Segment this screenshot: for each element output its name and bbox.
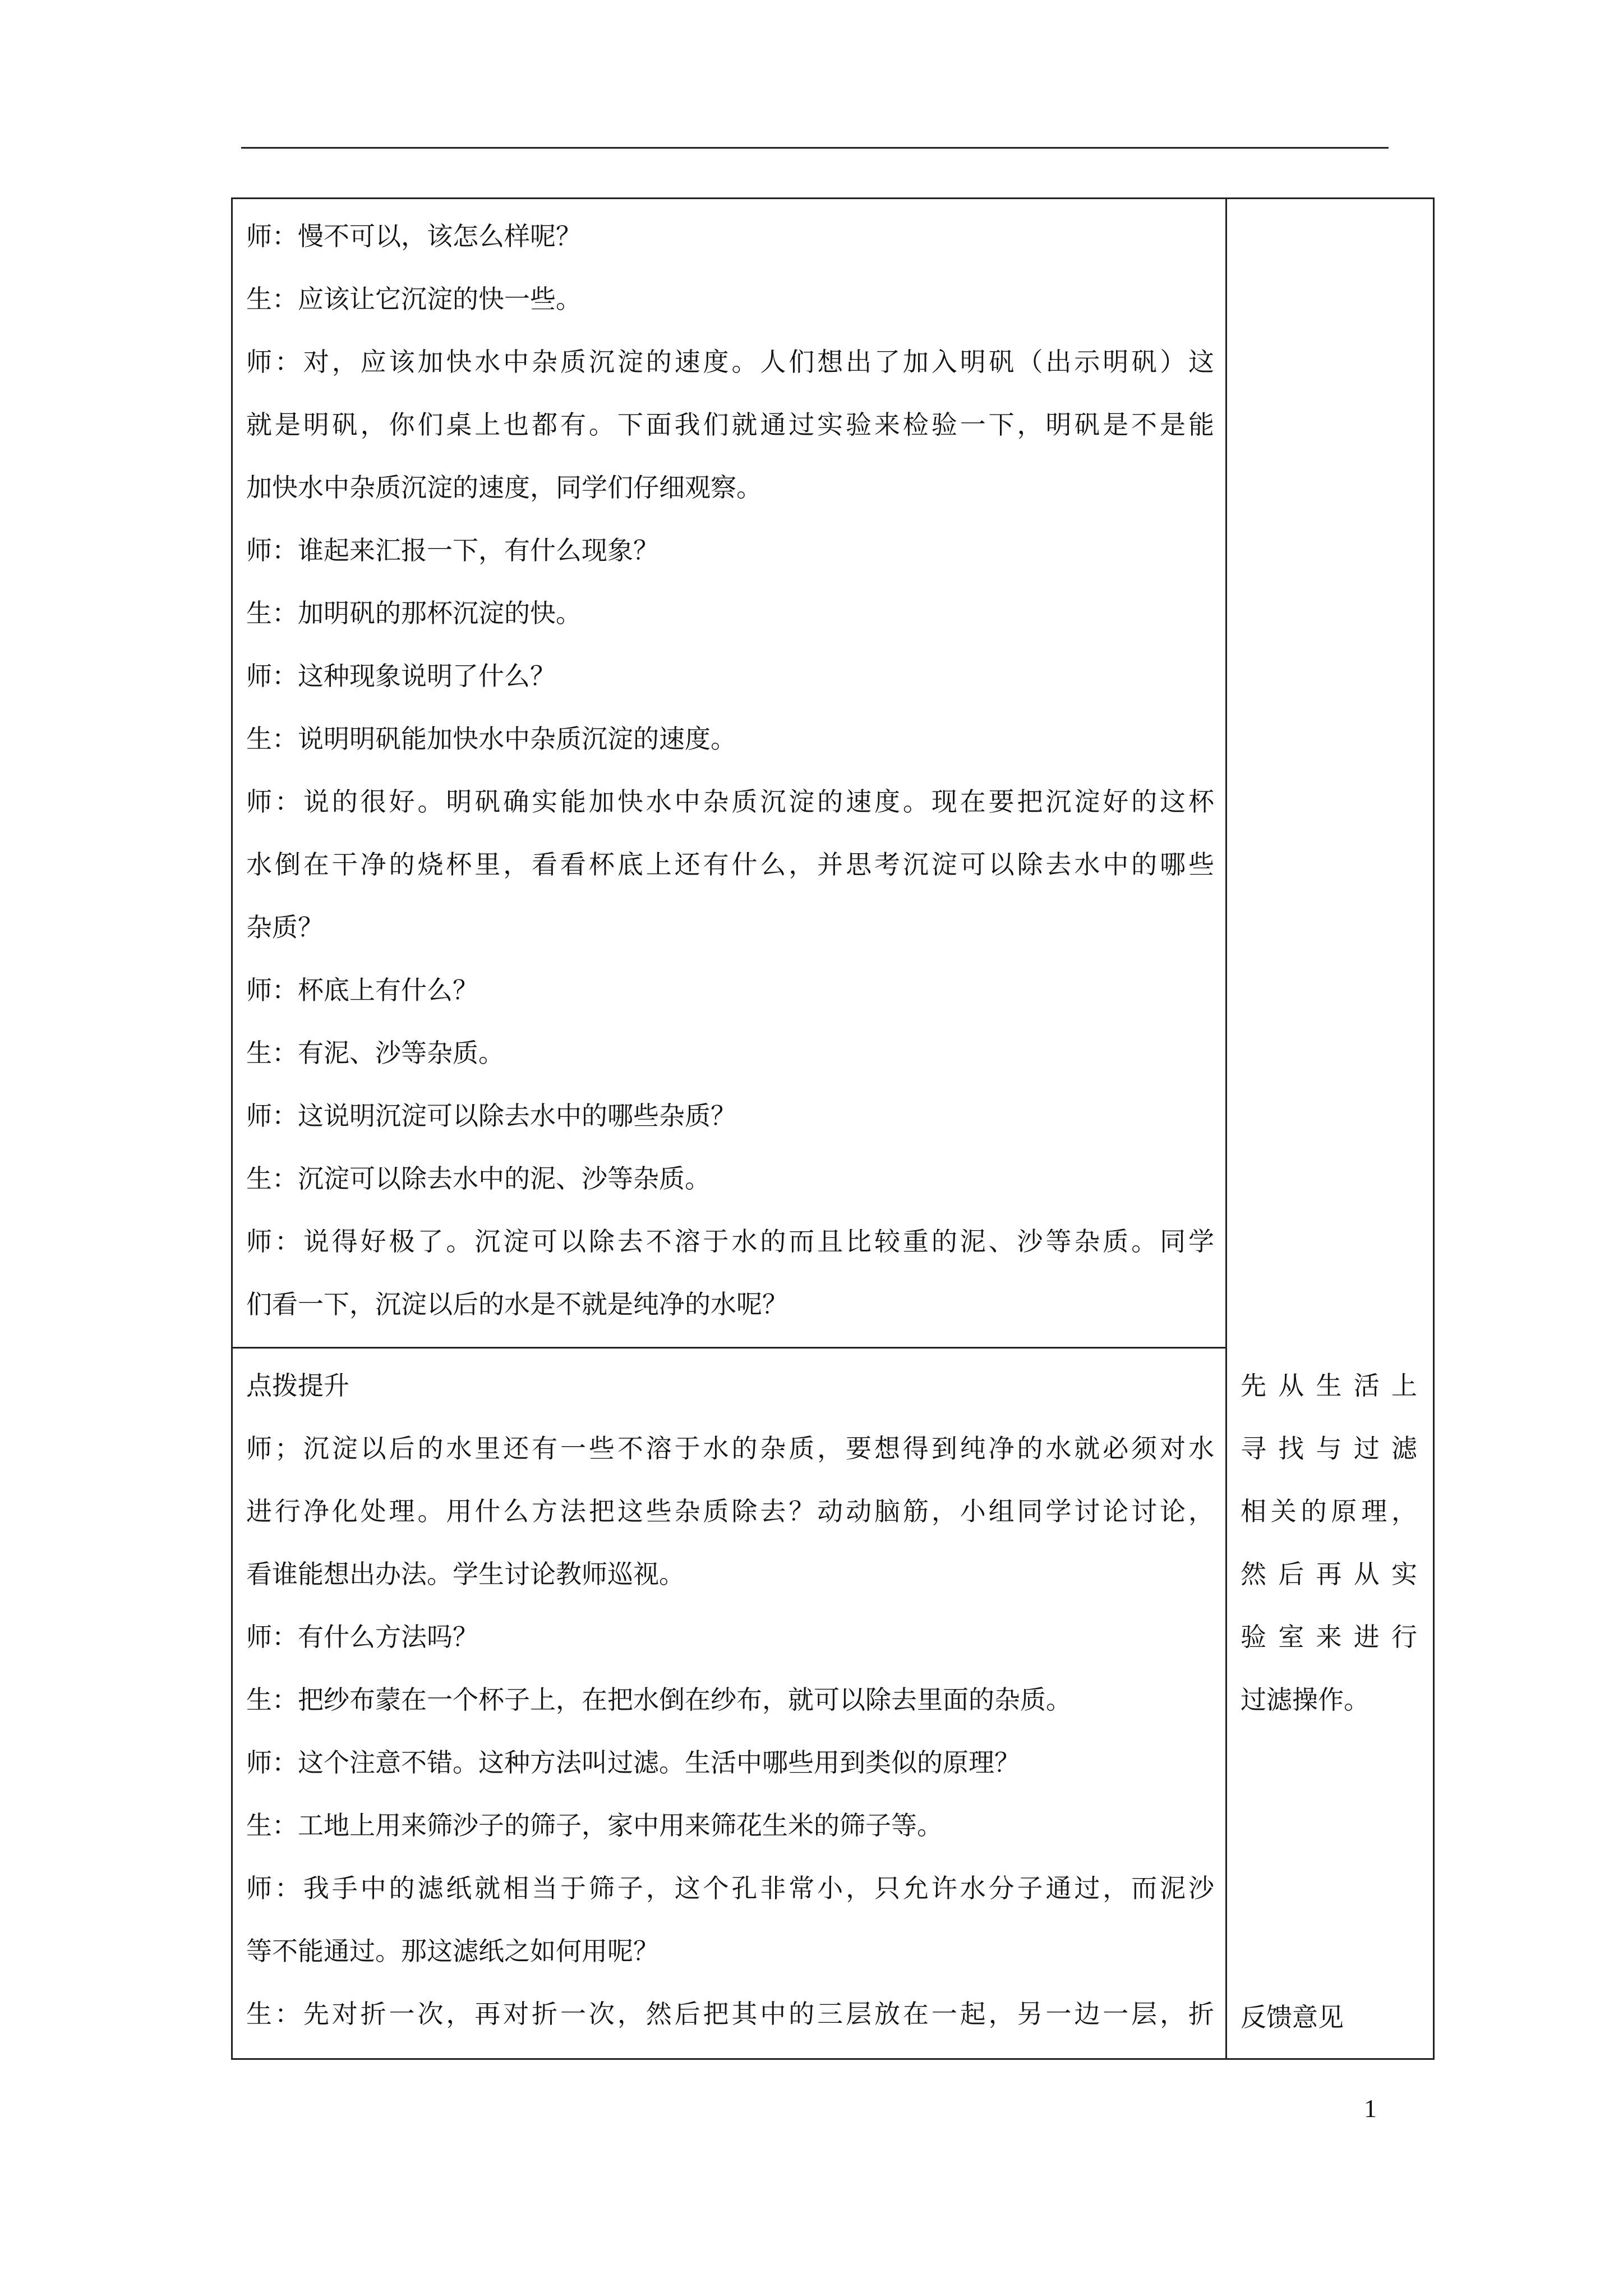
- dialogue-line: 生：沉淀可以除去水中的泥、沙等杂质。: [246, 1163, 711, 1194]
- dialogue-line: 进行净化处理。用什么方法把这些杂质除去？动动脑筋，小组同学讨论讨论，: [246, 1496, 1214, 1526]
- dialogue-line: 生：先对折一次，再对折一次，然后把其中的三层放在一起，另一边一层，折: [246, 1999, 1214, 2029]
- dialogue-line: 师：说的很好。明矾确实能加快水中杂质沉淀的速度。现在要把沉淀好的这杯: [246, 786, 1214, 817]
- dialogue-cell-bottom: [233, 1349, 1225, 2058]
- section-heading: 点拨提升: [246, 1370, 349, 1401]
- dialogue-line: 师：这说明沉淀可以除去水中的哪些杂质？: [246, 1101, 736, 1131]
- header-rule: [241, 147, 1389, 149]
- dialogue-line: 杂质？: [246, 912, 324, 942]
- page-number: 1: [1364, 2094, 1377, 2123]
- dialogue-line: 生：加明矾的那杯沉淀的快。: [246, 598, 582, 628]
- dialogue-line: 生：把纱布蒙在一个杯子上，在把水倒在纱布，就可以除去里面的杂质。: [246, 1685, 1072, 1715]
- note-line: 然后再从实: [1241, 1559, 1417, 1589]
- note-line: 先从生活上: [1241, 1370, 1417, 1401]
- dialogue-line: 等不能通过。那这滤纸之如何用呢？: [246, 1936, 659, 1966]
- dialogue-line: 师：说得好极了。沉淀可以除去不溶于水的而且比较重的泥、沙等杂质。同学: [246, 1226, 1214, 1257]
- dialogue-line: 师：谁起来汇报一下，有什么现象？: [246, 535, 659, 565]
- dialogue-line: 师：慢不可以，该怎么样呢？: [246, 221, 582, 251]
- dialogue-line: 生：有泥、沙等杂质。: [246, 1038, 504, 1068]
- dialogue-line: 生：应该让它沉淀的快一些。: [246, 284, 582, 314]
- dialogue-line: 看谁能想出办法。学生讨论教师巡视。: [246, 1559, 685, 1589]
- dialogue-line: 师；沉淀以后的水里还有一些不溶于水的杂质，要想得到纯净的水就必须对水: [246, 1433, 1214, 1464]
- dialogue-line: 生：工地上用来筛沙子的筛子，家中用来筛花生米的筛子等。: [246, 1810, 943, 1841]
- dialogue-line: 师：有什么方法吗？: [246, 1622, 478, 1652]
- note-line: 相关的原理，: [1241, 1496, 1417, 1526]
- dialogue-line: 生：说明明矾能加快水中杂质沉淀的速度。: [246, 724, 736, 754]
- dialogue-line: 加快水中杂质沉淀的速度，同学们仔细观察。: [246, 472, 762, 503]
- dialogue-line: 就是明矾，你们桌上也都有。下面我们就通过实验来检验一下，明矾是不是能: [246, 409, 1214, 440]
- note-line: 寻找与过滤: [1241, 1433, 1417, 1464]
- note-line: 验室来进行: [1241, 1622, 1417, 1652]
- dialogue-line: 水倒在干净的烧杯里，看看杯底上还有什么，并思考沉淀可以除去水中的哪些: [246, 849, 1214, 880]
- dialogue-line: 们看一下，沉淀以后的水是不就是纯净的水呢？: [246, 1289, 788, 1319]
- dialogue-cell-top: [233, 199, 1225, 1347]
- dialogue-line: 师：这种现象说明了什么？: [246, 661, 556, 691]
- feedback-label: 反馈意见: [1241, 2002, 1344, 2032]
- dialogue-line: 师：我手中的滤纸就相当于筛子，这个孔非常小，只允许水分子通过，而泥沙: [246, 1873, 1214, 1903]
- dialogue-line: 师：这个注意不错。这种方法叫过滤。生活中哪些用到类似的原理？: [246, 1747, 1020, 1778]
- dialogue-line: 师：杯底上有什么？: [246, 975, 478, 1005]
- note-line: 过滤操作。: [1241, 1685, 1370, 1715]
- notes-cell: [1227, 1349, 1433, 2058]
- dialogue-line: 师：对，应该加快水中杂质沉淀的速度。人们想出了加入明矾（出示明矾）这: [246, 347, 1214, 377]
- lesson-table: [231, 197, 1435, 2060]
